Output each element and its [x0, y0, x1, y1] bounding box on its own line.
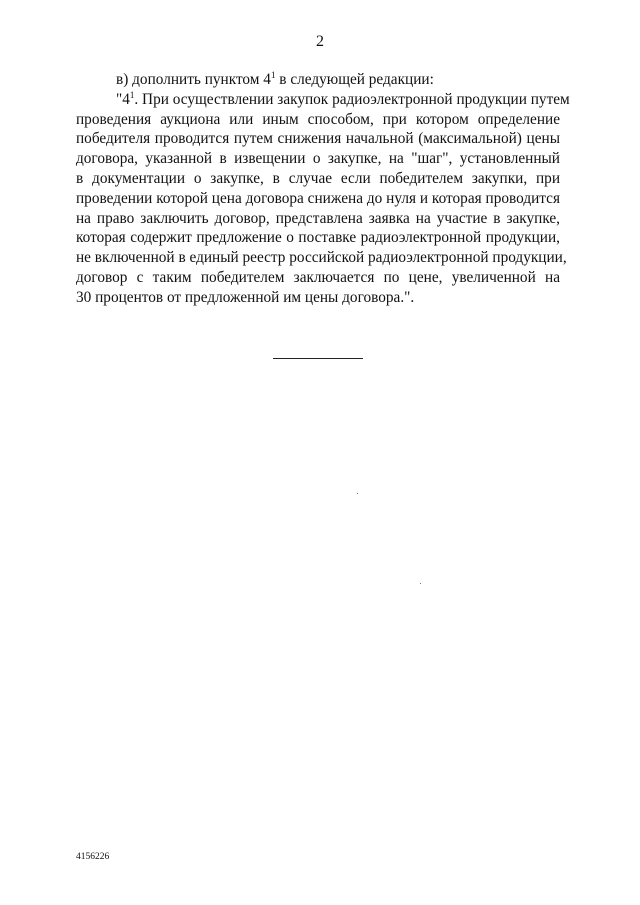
clause-line: проведении которой цена договора снижена до нуля и которая проводится — [76, 189, 560, 207]
page-number: 2 — [316, 33, 324, 50]
scan-speck — [420, 583, 421, 584]
clause-intro — [76, 70, 560, 90]
clause-intro-superscript: 1 — [270, 70, 276, 80]
clause-line: на право заключить договор, представлена заявка на участие в закупке, — [76, 209, 560, 227]
clause-line: договор с таким победителем заключается по цене, увеличенной на — [76, 268, 560, 286]
clause-intro-prefix: в) дополнить пунктом 4 — [116, 71, 271, 88]
document-id: 4156226 — [76, 852, 110, 862]
clause-line: 30 процентов от предложенной им цены договора.". — [76, 288, 415, 306]
clause-line: победителя проводится путем снижения начальной (максимальной) цены — [76, 130, 560, 148]
clause-line: проведения аукциона или иным способом, при котором определение — [76, 110, 560, 128]
quote-superscript: 1 — [129, 89, 135, 100]
clause-text — [76, 70, 570, 308]
scan-speck — [357, 493, 358, 494]
clause-line: которая содержит предложение о поставке радиоэлектронной продукции, — [76, 229, 560, 247]
clause-intro-suffix: в следующей редакции: — [275, 71, 434, 88]
clause-line-text: . При осуществлении закупок радиоэлектронной продукции путем — [134, 90, 570, 108]
quote-open: "4 — [116, 90, 130, 108]
clause-line: в документации о закупке, в случае если победителем закупки, при — [76, 169, 560, 187]
separator-line — [273, 358, 363, 359]
clause-line: не включенной в единый реестр российской радиоэлектронной продукции, — [76, 249, 567, 267]
clause-line: договора, указанной в извещении о закупке, на "шаг", установленный — [76, 150, 560, 168]
clause-line — [76, 89, 570, 110]
